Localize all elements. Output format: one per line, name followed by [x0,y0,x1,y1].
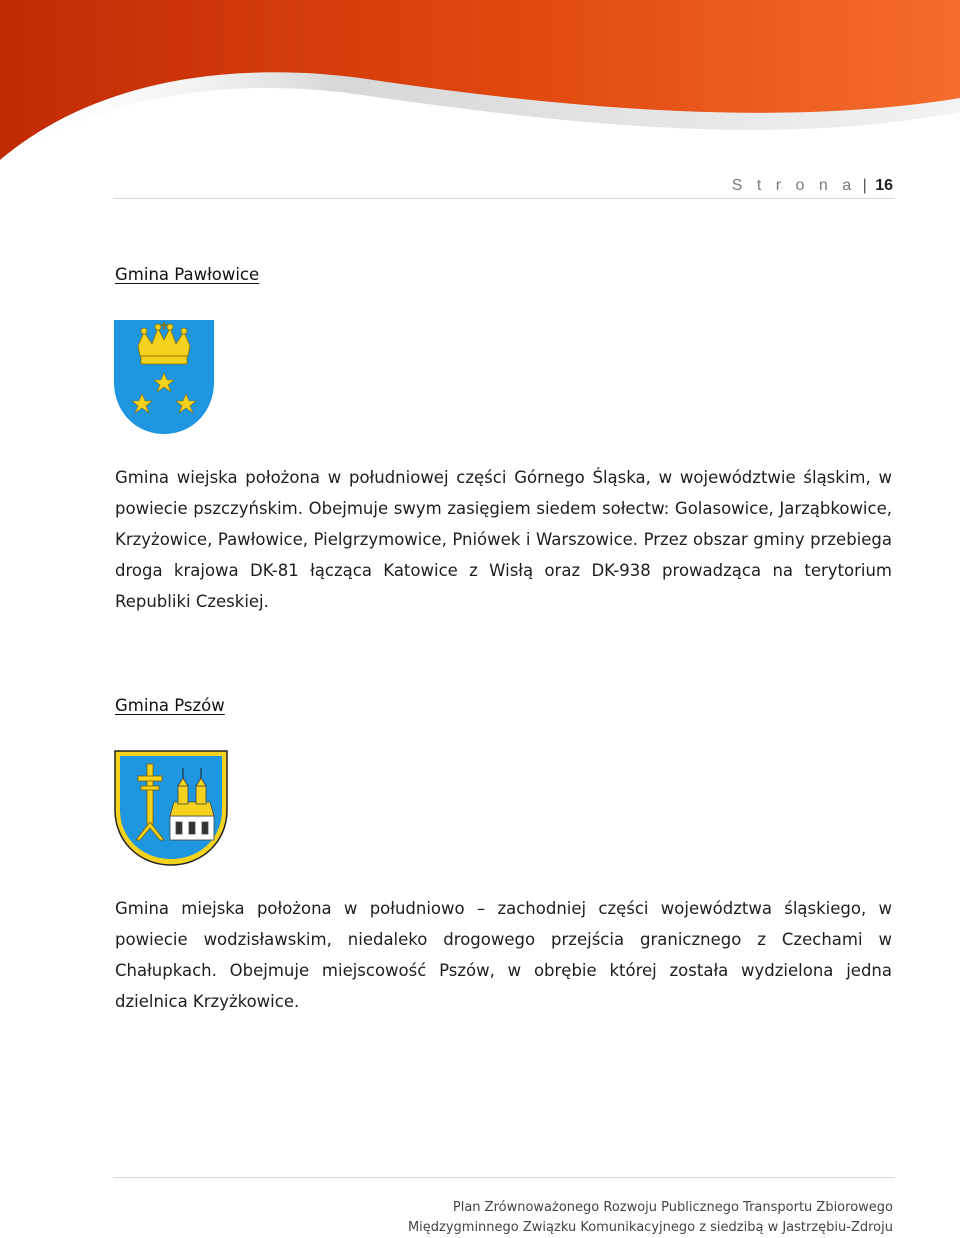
header-wave-decoration [0,0,960,175]
section-title-pszow: Gmina Pszów [115,696,225,715]
footer-line-2: Międzygminnego Związku Komunikacyjnego z siedzibą w Jastrzębiu-Zdroju [407,1220,893,1235]
page-word: S t r o n a [731,177,857,194]
footer-divider [113,1177,895,1178]
footer-line-1: Plan Zrównoważonego Rozwoju Publicznego Transportu Zbiorowego [452,1200,893,1215]
header-divider [113,198,895,199]
page-separator: | [862,177,867,194]
section-paragraph-pszow: Gmina miejska położona w południowo – zachodniej części województwa śląskiego, w powiecie wodzisławskim, niedaleko drogowego przejścia granicznego z Czechami w Chałupkach. Obejmuje miejscowość Pszów, w obrębie której została wydzielona jedna dzielnica Krzyżkowice. [115,899,892,1011]
page-number-label [732,177,893,195]
pawlowice-coat-of-arms-icon [114,320,214,434]
pszow-coat-of-arms-icon [114,750,228,866]
footer [408,1198,893,1238]
section-title-pawlowice: Gmina Pawłowice [115,265,260,284]
page-number: 16 [875,177,893,194]
section-paragraph-pawlowice: Gmina wiejska położona w południowej części Górnego Śląska, w województwie śląskim, w powiecie pszczyńskim. Obejmuje swym zasięgiem siedem sołectw: Golasowice, Jarząbkowice, Krzyżowice, Pawłowice, Pielgrzymowice, Pniówek i Warszowice. Przez obszar gminy przebiega droga krajowa DK-81 łącząca Katowice z Wisłą oraz DK-938 prowadząca na terytorium Republiki Czeskiej. [115,468,892,611]
